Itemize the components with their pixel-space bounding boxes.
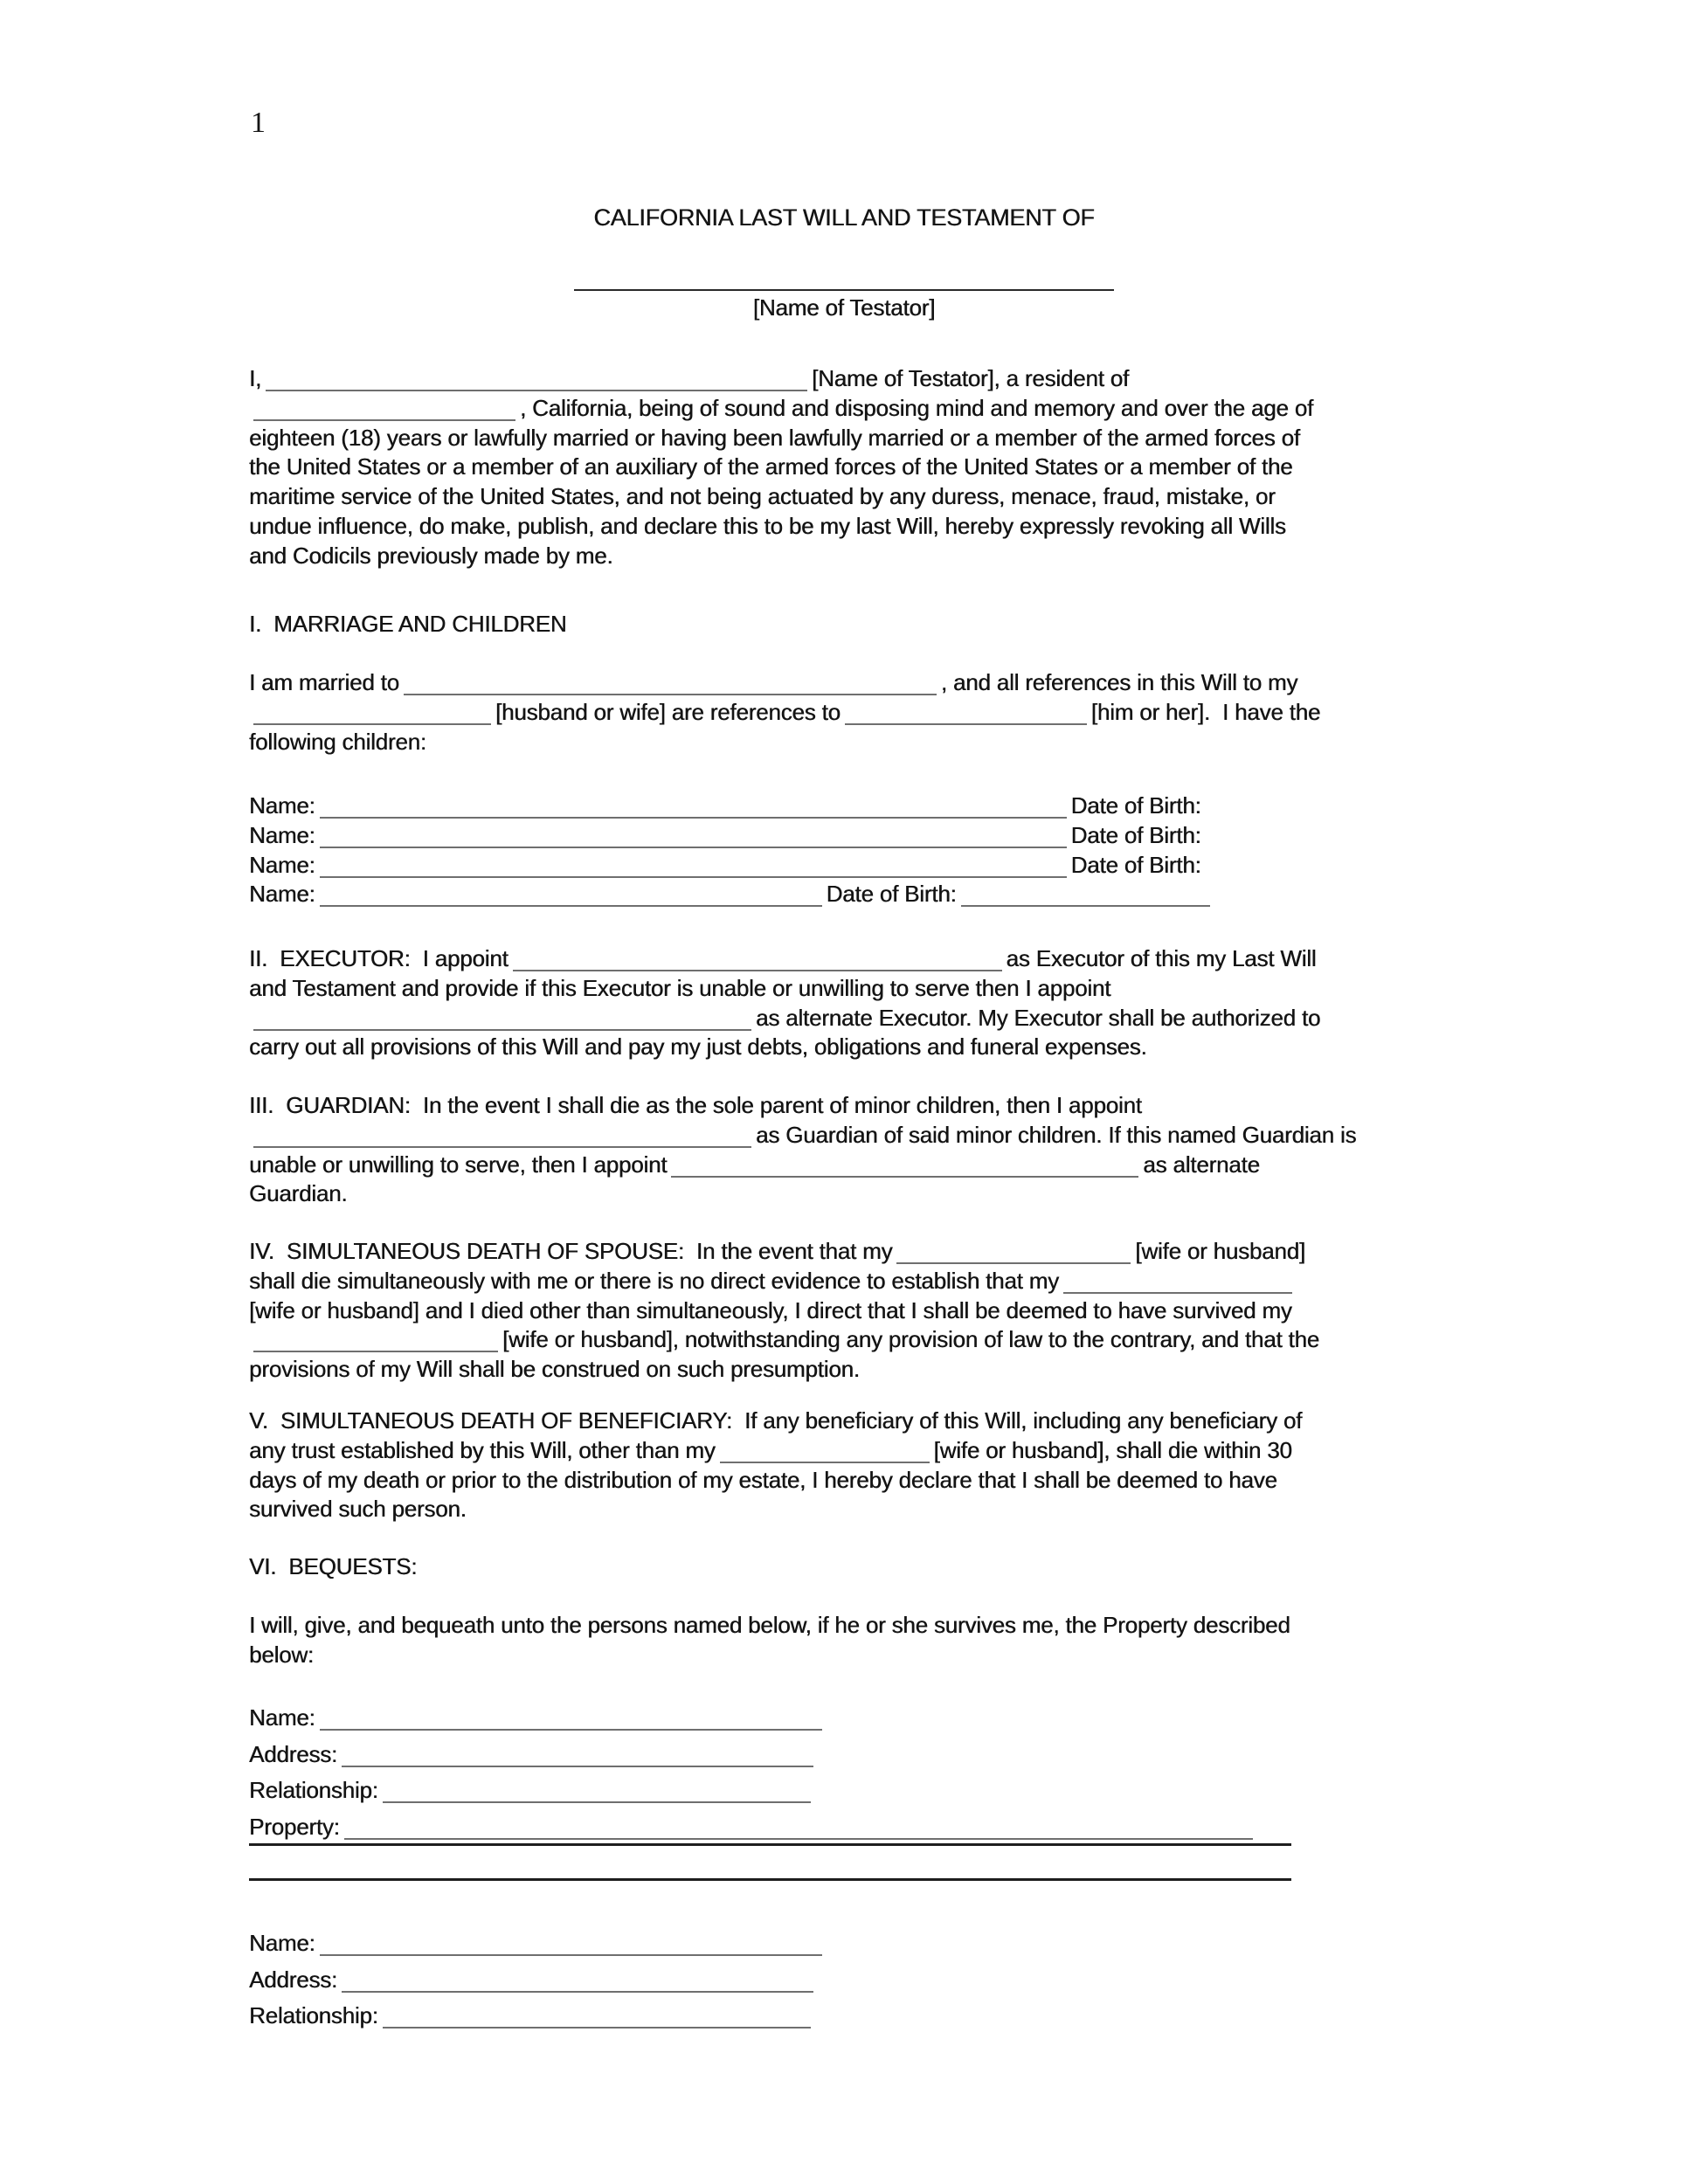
doc-line [249, 453, 1313, 482]
text-run: Relationship: [249, 2002, 378, 2028]
text-run: as Guardian of said minor children. If this named Guardian is [756, 1121, 1357, 1148]
text-run: the United States or a member of an auxiliary of the armed forces of the United States or a member of the [249, 453, 1293, 480]
bequest-block-1 [249, 1700, 1257, 1845]
text-run: , and all references in this Will to my [940, 669, 1298, 695]
blank-field [961, 902, 1210, 907]
blank-field [266, 386, 807, 391]
text-run: Name: [249, 881, 315, 908]
page-number: 1 [251, 107, 266, 139]
doc-line [249, 1151, 1356, 1180]
blank-field [896, 1259, 1131, 1264]
text-run: and Codicils previously made by me. [249, 542, 613, 569]
doc-line [249, 1237, 1319, 1267]
doc-line [249, 542, 1313, 571]
text-run: as alternate Executor. My Executor shall be authorized to [756, 1004, 1321, 1031]
text-run: as alternate [1143, 1151, 1260, 1178]
blank-field [845, 720, 1087, 725]
text-run: III. GUARDIAN: In the event I shall die as the sole parent of minor children, then I appoint [249, 1092, 1142, 1118]
section-heading-bequests [249, 1552, 417, 1582]
doc-line [249, 1962, 827, 1999]
blank-field [320, 1725, 822, 1731]
doc-line [249, 668, 1320, 698]
testator-name-caption: [Name of Testator] [752, 294, 936, 321]
blank-field [253, 1347, 498, 1352]
bequest-block-2 [249, 1925, 827, 2035]
doc-line [249, 1495, 1302, 1524]
blank-field [253, 1026, 751, 1031]
text-run: Date of Birth: [826, 881, 957, 908]
text-run: eighteen (18) years or lawfully married or having been lawfully married or a member of the armed forces of [249, 424, 1300, 451]
blank-field [320, 813, 1067, 819]
text-run: Guardian. [249, 1180, 348, 1207]
blank-field [720, 1458, 930, 1463]
doc-line [249, 1737, 1257, 1773]
text-run: Name: [249, 851, 315, 878]
doc-line [249, 1121, 1356, 1151]
text-run: , California, being of sound and disposing mind and memory and over the age of [520, 394, 1313, 421]
blank-field [253, 720, 491, 725]
text-run: as Executor of this my Last Will [1006, 945, 1317, 971]
blank-field [253, 416, 515, 421]
doc-line [249, 1325, 1319, 1355]
doc-line [249, 610, 566, 639]
section-heading-marriage [249, 610, 566, 639]
blank-field [513, 966, 1002, 971]
property-continuation-line-1 [249, 1843, 1291, 1846]
text-run: carry out all provisions of this Will and pay my just debts, obligations and funeral expenses. [249, 1033, 1147, 1061]
text-run: Property: [249, 1813, 340, 1840]
doc-line [249, 1809, 1257, 1846]
blank-field [320, 843, 1067, 848]
doc-line [249, 1700, 1257, 1737]
doc-line [249, 1296, 1319, 1326]
section-simultaneous-death-spouse [249, 1237, 1319, 1385]
doc-line [249, 728, 1320, 757]
text-run: any trust established by this Will, other than my [249, 1436, 716, 1463]
text-run: Address: [249, 1740, 338, 1767]
section-guardian [249, 1091, 1356, 1209]
doc-line [249, 1406, 1302, 1436]
text-run: provisions of my Will shall be construed on such presumption. [249, 1356, 860, 1383]
text-run: I am married to [249, 669, 399, 695]
blank-field [320, 1951, 822, 1956]
doc-line [249, 1925, 827, 1962]
blank-field [342, 1762, 813, 1767]
document-title: CALIFORNIA LAST WILL AND TESTAMENT OF [593, 204, 1095, 231]
text-run: and Testament and provide if this Executor is unable or unwilling to serve then I appoint [249, 974, 1111, 1001]
doc-line [249, 1773, 1257, 1809]
text-run: [husband or wife] are references to [495, 698, 841, 725]
text-run: Name: [249, 1930, 315, 1956]
text-run: Name: [249, 792, 315, 819]
children-rows [249, 791, 1214, 909]
doc-line [249, 1641, 1290, 1670]
doc-line [249, 424, 1313, 453]
doc-line [249, 944, 1320, 974]
doc-line [249, 512, 1313, 542]
text-run: Address: [249, 1966, 338, 1993]
marriage-paragraph [249, 668, 1320, 757]
doc-line [249, 1611, 1290, 1641]
doc-line [249, 1033, 1320, 1062]
text-run: unable or unwilling to serve, then I appoint [249, 1151, 668, 1178]
doc-line [249, 851, 1214, 881]
doc-line [249, 1998, 827, 2035]
text-run: following children: [249, 728, 426, 755]
bequests-paragraph [249, 1611, 1290, 1670]
text-run: [Name of Testator], a resident of [812, 365, 1129, 391]
doc-line [249, 1179, 1356, 1209]
blank-field [1063, 1289, 1292, 1294]
doc-line [249, 1466, 1302, 1496]
text-run: IV. SIMULTANEOUS DEATH OF SPOUSE: In the event that my [249, 1238, 893, 1264]
text-run: I. MARRIAGE AND CHILDREN [249, 611, 567, 637]
text-run: undue influence, do make, publish, and declare this to be my last Will, hereby expressly revoking all Wills [249, 512, 1286, 539]
doc-line [249, 1091, 1356, 1121]
text-run: Relationship: [249, 1777, 378, 1803]
text-run: below: [249, 1641, 314, 1668]
blank-field [342, 1987, 813, 1993]
text-run: survived such person. [249, 1496, 467, 1523]
intro-paragraph [249, 364, 1313, 571]
text-run: [him or her]. I have the [1090, 698, 1321, 725]
section-executor [249, 944, 1320, 1062]
blank-field [383, 1798, 811, 1803]
text-run: shall die simultaneously with me or there is no direct evidence to establish that my [249, 1267, 1059, 1294]
text-run: [wife or husband], shall die within 30 [933, 1436, 1292, 1463]
text-run: I will, give, and bequeath unto the persons named below, if he or she survives me, the Property described [249, 1612, 1290, 1638]
doc-line [249, 791, 1214, 821]
doc-line [249, 821, 1214, 851]
doc-line [249, 394, 1313, 424]
doc-line [249, 880, 1214, 909]
text-run: Date of Birth: [1070, 851, 1201, 878]
text-run: [wife or husband] and I died other than simultaneously, I direct that I shall be deemed to have survived my [249, 1296, 1292, 1324]
testator-name-line [574, 289, 1114, 291]
blank-field [253, 1143, 751, 1148]
text-run: VI. BEQUESTS: [249, 1553, 418, 1579]
doc-line [249, 698, 1320, 728]
text-run: V. SIMULTANEOUS DEATH OF BENEFICIARY: If any beneficiary of this Will, including any beneficiary of [249, 1407, 1303, 1434]
property-continuation-line-2 [249, 1878, 1291, 1881]
blank-field [344, 1835, 1253, 1840]
doc-line [249, 364, 1313, 394]
doc-line [249, 1004, 1320, 1033]
text-run: I, [249, 365, 262, 391]
blank-field [320, 873, 1067, 878]
text-run: Name: [249, 821, 315, 848]
blank-field [383, 2023, 811, 2028]
doc-line [249, 1267, 1319, 1296]
doc-line [249, 1355, 1319, 1385]
text-run: days of my death or prior to the distribution of my estate, I hereby declare that I shall be deemed to have [249, 1466, 1277, 1493]
doc-line [249, 482, 1313, 512]
text-run: [wife or husband], notwithstanding any provision of law to the contrary, and that the [502, 1326, 1319, 1353]
text-run: Date of Birth: [1070, 821, 1201, 848]
doc-line [249, 974, 1320, 1004]
blank-field [671, 1172, 1138, 1178]
text-run: II. EXECUTOR: I appoint [249, 945, 508, 971]
text-run: Name: [249, 1704, 315, 1731]
text-run: [wife or husband] [1135, 1238, 1305, 1264]
blank-field [404, 690, 937, 695]
doc-line [249, 1552, 417, 1582]
text-run: maritime service of the United States, and not being actuated by any duress, menace, fraud, mistake, or [249, 483, 1276, 510]
doc-line [249, 1436, 1302, 1466]
section-simultaneous-death-beneficiary [249, 1406, 1302, 1524]
blank-field [320, 902, 822, 907]
text-run: Date of Birth: [1070, 792, 1201, 819]
